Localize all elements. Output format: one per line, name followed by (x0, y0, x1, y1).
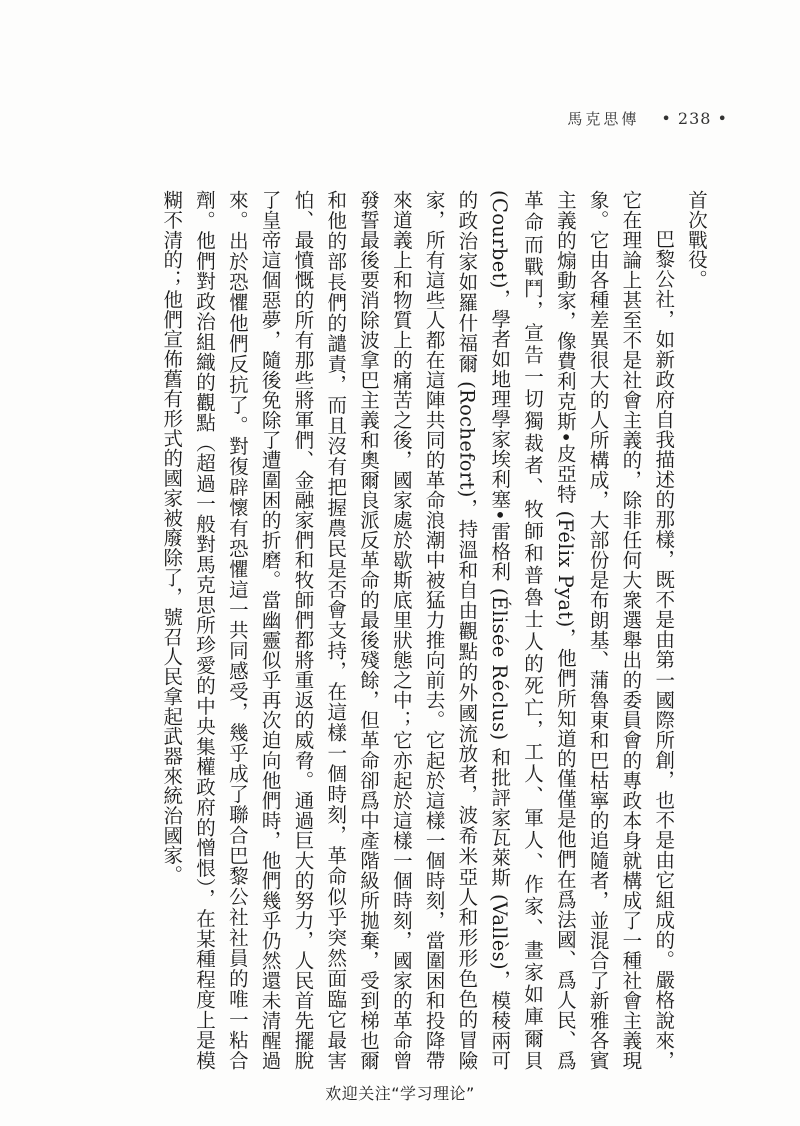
vertical-text-body (72, 190, 712, 1070)
paragraph-paris-commune: 巴黎公社，如新政府自我描述的那樣，既不是由第一國際所創，也不是由它組成的。嚴格說來，它在理論上甚至不是社會主義的，除非任何大衆選舉出的委員會的專政本身就構成了一種社會主義現象。它由各種差異很大的人所構成，大部份是布朗基、蒲魯東和巴枯寧的追隨者，並混合了新雅各賓主義的煽動家，像費利克斯•皮亞特 (Félix Pyat)，他們所知道的僅僅是他們在爲法國、爲人民、爲革命而戰鬥，宣告一切獨裁者、牧師和普魯士人的死亡，工人、軍人、作家、畫家如庫爾貝(Courbet)，學者如地理學家埃利塞•雷格利 (Élisée Réclus) 和批評家瓦萊斯 (Vallès)，模稜兩可的政治家如羅什福爾 (Rochefort)，持溫和自由觀點的外國流放者，波希米亞人和形形色色的冒險家，所有這些人都在這陣共同的革命浪潮中被猛力推向前去。它起於這樣一個時刻，當圍困和投降帶來道義上和物質上的痛苦之後，國家處於歇斯底里狀態之中；它亦起於這樣一個時刻，國家的革命曾發誓最後要消除波拿巴主義和奧爾良派反革命的最後殘餘，但革命卻爲中產階級所拋棄，受到梯也爾和他的部長們的譴責，而且沒有把握農民是否會支持，在這樣一個時刻，革命似乎突然面臨它最害怕、最憤慨的所有那些將軍們、金融家們和牧師們都將重返的威脅。通過巨大的努力，人民首先擺脫了皇帝這個惡夢，隨後免除了遭圍困的折磨。當幽靈似乎再次迫向他們時，他們幾乎仍然還未清醒過來。出於恐懼他們反抗了。對復辟懷有恐懼這一共同感受，幾乎成了聯合巴黎公社社員的唯一粘合劑。他們對政治組織的觀點（超過一般對馬克思所珍愛的中央集權政府的憎恨），在某種程度上是模糊不清的；他們宣佈舊有形式的國家被廢除了，號召人民拿起武器來統治國家。 (160, 190, 676, 1070)
running-header (567, 108, 728, 129)
page-number: • 238 • (661, 109, 728, 128)
paragraph-continuation: 首次戰役。 (685, 190, 708, 290)
footer-watermark-note: 欢迎关注“学习理论” (325, 1084, 475, 1103)
book-title: 馬克思傳 (567, 110, 640, 128)
